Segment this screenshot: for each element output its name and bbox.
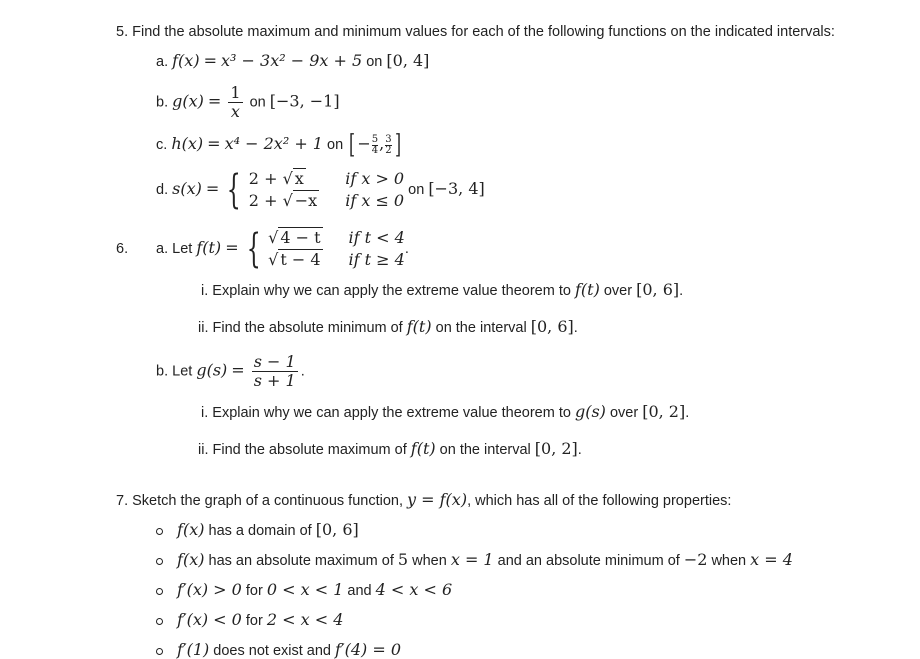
bullet-icon: [156, 588, 163, 595]
math-expression: 5: [397, 550, 409, 569]
property-bullet: [156, 610, 343, 629]
function-rhs: x³ − 3x² − 9x + 5: [221, 51, 363, 70]
problem-6a-ii: [198, 317, 578, 336]
problem-6a: [156, 227, 409, 271]
subpart-text: Find the absolute maximum of: [212, 442, 407, 458]
math-expression: 4 < x < 6: [375, 580, 453, 599]
math-expression: −2: [683, 550, 708, 569]
case-1-expression: √ 4 − t: [268, 228, 321, 247]
bullet-icon: [156, 558, 163, 565]
interval-left-sign: −: [357, 133, 371, 153]
math-expression: f(x): [177, 550, 205, 569]
right-bracket: ]: [394, 130, 401, 160]
function-lhs: f(x): [172, 51, 200, 70]
problem-6b-ii: [198, 439, 582, 458]
intro-word: Let: [172, 363, 193, 380]
problem-5d: [156, 168, 485, 212]
piecewise-cases: [268, 227, 405, 271]
on-word: on: [408, 181, 425, 198]
bullet-text: for: [245, 613, 263, 629]
math-expression: x = 4: [750, 550, 793, 569]
bullet-icon: [156, 618, 163, 625]
problem-text: Sketch the graph of a continuous function,: [132, 493, 403, 509]
over-word: over: [609, 405, 639, 421]
case-2-prefix: 2 +: [248, 191, 283, 210]
part-label: c.: [156, 136, 168, 153]
function-ref: f(t): [410, 439, 436, 458]
math-expression: f′(1): [177, 640, 210, 659]
interval: [0, 2]: [534, 439, 578, 458]
part-label: a.: [156, 54, 169, 70]
bullet-text: for: [245, 583, 263, 599]
property-bullet: [156, 640, 401, 659]
function-lhs: s(x): [172, 178, 202, 198]
part-label: b.: [156, 363, 169, 380]
fraction-numerator: 5: [371, 133, 379, 145]
square-root: √ x: [282, 169, 304, 188]
over-word: over: [603, 283, 633, 299]
function-lhs: h(x): [171, 133, 204, 153]
interval: [−3, 4]: [428, 178, 485, 198]
function-ref: f(t): [406, 317, 432, 336]
interval: [0, 4]: [386, 51, 430, 70]
math-expression: x = 1: [450, 550, 494, 569]
problem-number: 5.: [116, 24, 129, 40]
case-1-condition: if x > 0: [345, 169, 405, 188]
fraction-denominator: x: [230, 102, 240, 121]
problem-5a: [156, 51, 429, 70]
fraction-denominator: 4: [371, 144, 379, 156]
bullet-text: has a domain of: [208, 523, 312, 539]
math-expression: 0 < x < 1: [266, 580, 344, 599]
math-expression: f(x): [177, 520, 205, 539]
case-1-prefix: 2 +: [248, 169, 283, 188]
problem-6b-i: [201, 402, 689, 421]
problem-5-statement: [116, 24, 835, 40]
problem-6b: [156, 353, 305, 390]
bullet-text: does not exist and: [213, 643, 331, 659]
bullet-icon: [156, 648, 163, 655]
interval-left-fraction: [372, 135, 378, 156]
left-brace: {: [227, 167, 242, 213]
fraction-numerator: s − 1: [253, 352, 296, 371]
piecewise-cases: [249, 168, 404, 212]
radicand: −x: [294, 191, 318, 210]
interval: [0, 2]: [642, 402, 686, 421]
case-2-condition: if t ≥ 4: [348, 250, 405, 269]
problem-5c: [156, 130, 403, 160]
on-interval-words: on the interval: [435, 320, 527, 336]
part-label: b.: [156, 94, 169, 111]
equals-sign: =: [203, 51, 217, 70]
radicand: t − 4: [280, 250, 321, 269]
subpart-label: i.: [201, 405, 209, 421]
subpart-label: ii.: [198, 442, 209, 458]
fraction-numerator: 1: [230, 83, 241, 102]
function-lhs: f(t): [196, 237, 222, 257]
subpart-text: Explain why we can apply the extreme value theorem to: [212, 405, 571, 421]
fraction-numerator: 3: [385, 133, 392, 145]
left-brace: {: [246, 226, 261, 272]
problem-6-number: 6.: [116, 241, 129, 257]
equals-sign: =: [207, 91, 222, 111]
radicand: x: [294, 169, 304, 188]
math-expression: [0, 6]: [315, 520, 359, 539]
subpart-label: ii.: [198, 320, 209, 336]
property-bullet: [156, 580, 452, 599]
part-label: a.: [156, 240, 169, 257]
on-word: on: [327, 136, 344, 153]
bullet-icon: [156, 528, 163, 535]
radicand: 4 − t: [280, 228, 321, 247]
fraction-denominator: s + 1: [253, 371, 296, 390]
problem-number: 7.: [116, 493, 129, 509]
equals-sign: =: [225, 237, 239, 257]
problem-text: Find the absolute maximum and minimum values for each of the following functions on the indicated intervals:: [132, 24, 835, 40]
on-interval-words: on the interval: [439, 442, 531, 458]
math-expression: f′(x) < 0: [177, 610, 242, 629]
period: .: [404, 240, 409, 257]
case-2-condition: if x ≤ 0: [345, 191, 405, 210]
function-ref: f(t): [574, 280, 600, 299]
problem-7-statement: [116, 490, 731, 509]
subpart-label: i.: [201, 283, 209, 299]
function-rhs: x⁴ − 2x² + 1: [224, 133, 323, 153]
interval: [−3, −1]: [269, 91, 340, 111]
bullet-text: when: [412, 553, 447, 569]
period: .: [573, 320, 578, 336]
property-bullet: [156, 520, 359, 539]
equals-sign: =: [231, 360, 245, 380]
interval-right-fraction: [385, 135, 391, 156]
problem-text-tail: , which has all of the following properties:: [467, 493, 732, 509]
period: .: [685, 405, 690, 421]
equals-sign: =: [205, 178, 220, 198]
function-lhs: g(s): [196, 360, 228, 380]
square-root: √ −x: [282, 191, 318, 210]
case-1-condition: if t < 4: [348, 228, 405, 247]
fraction: [228, 84, 242, 121]
function-ref: g(s): [574, 402, 606, 421]
math-expression: f′(x) > 0: [177, 580, 242, 599]
math-expression: f′(4) = 0: [335, 640, 401, 659]
intro-word: Let: [172, 240, 193, 257]
period: .: [679, 283, 684, 299]
interval: [0, 6]: [530, 317, 574, 336]
function-lhs: g(x): [172, 91, 204, 111]
math-expression: 2 < x < 4: [266, 610, 344, 629]
fraction: [252, 353, 298, 390]
interval: [0, 6]: [636, 280, 680, 299]
left-bracket: [: [349, 130, 356, 160]
part-label: d.: [156, 181, 169, 198]
bullet-text: and: [347, 583, 372, 599]
problem-6a-i: [201, 280, 683, 299]
period: .: [300, 363, 305, 380]
subpart-text: Find the absolute minimum of: [212, 320, 403, 336]
subpart-text: Explain why we can apply the extreme value theorem to: [212, 283, 571, 299]
period: .: [577, 442, 582, 458]
on-word: on: [249, 94, 266, 111]
problem-5b: [156, 84, 340, 121]
case-2-expression: [249, 190, 319, 212]
case-2-expression: √ t − 4: [268, 250, 321, 269]
on-word: on: [366, 54, 383, 70]
interval-comma: ,: [379, 133, 385, 153]
bullet-text: has an absolute maximum of: [208, 553, 394, 569]
property-bullet: [156, 550, 793, 569]
fraction-denominator: 2: [385, 144, 392, 156]
bullet-text: and an absolute minimum of: [497, 553, 680, 569]
case-1-expression: [249, 168, 319, 190]
equals-sign: =: [207, 133, 221, 153]
bullet-text: when: [711, 553, 747, 569]
function-expression: y = f(x): [407, 490, 468, 509]
